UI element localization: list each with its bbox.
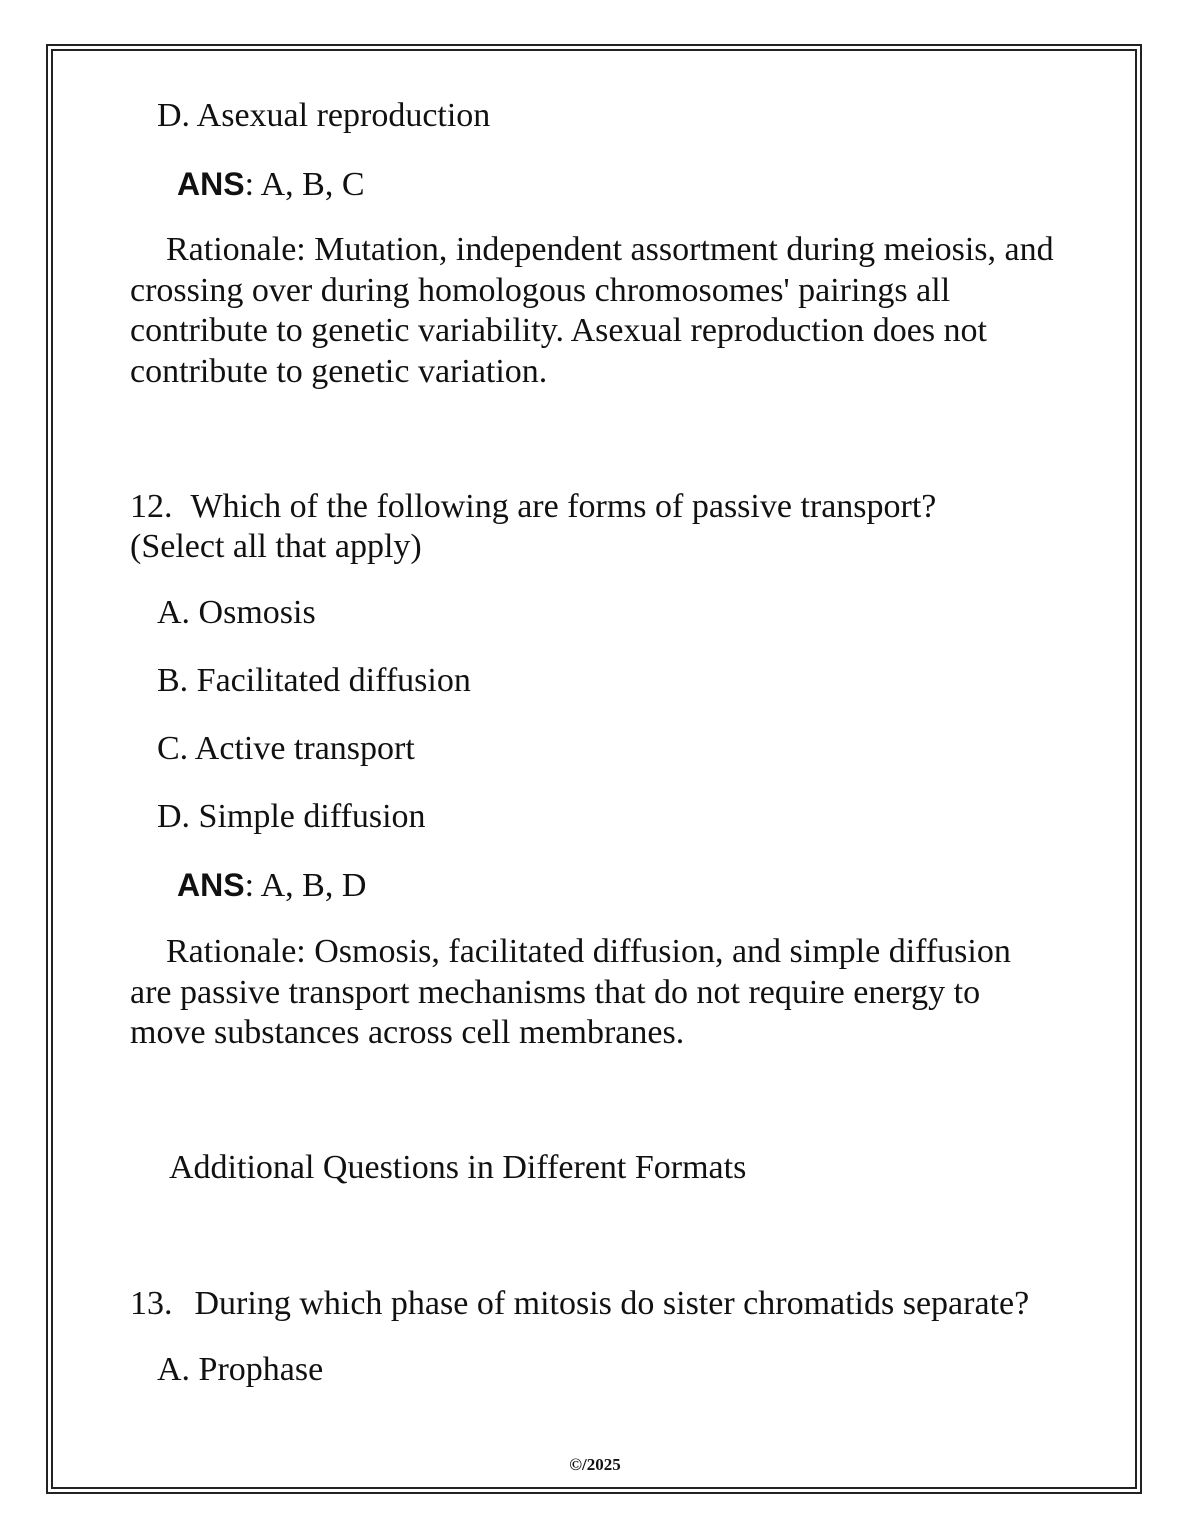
q12-rationale: Rationale: Osmosis, facilitated diffusion, and simple diffusion are passive transport mechanisms that do not require energy to move substances across cell membranes. (130, 933, 1011, 1051)
q12-question-line1 (130, 487, 936, 527)
q12-option-b: B. Facilitated diffusion (157, 662, 471, 699)
q11-answer (177, 164, 365, 205)
q12-number: 12. (130, 488, 173, 525)
q13-option-a: A. Prophase (157, 1351, 324, 1388)
q12-option-c: C. Active transport (157, 730, 415, 767)
page-footer: ©/2025 (569, 1455, 621, 1474)
q11-option-d: D. Asexual reproduction (157, 97, 491, 134)
section-heading: Additional Questions in Different Formats (169, 1149, 747, 1186)
q13-number: 13. (130, 1285, 173, 1322)
q12-answer-label: ANS (177, 867, 245, 903)
q11-answer-value: : A, B, C (244, 166, 365, 203)
q13-question (130, 1284, 1029, 1324)
q12-question-line2: (Select all that apply) (130, 528, 422, 565)
q12-option-d: D. Simple diffusion (157, 798, 426, 835)
q12-question-text: Which of the following are forms of passive transport? (190, 488, 937, 525)
q12-answer (177, 865, 366, 906)
q12-answer-value: : A, B, D (244, 867, 367, 904)
q13-question-text: During which phase of mitosis do sister chromatids separate? (194, 1285, 1030, 1322)
q11-answer-label: ANS (177, 166, 245, 202)
q12-option-a: A. Osmosis (157, 594, 316, 631)
q11-rationale: Rationale: Mutation, independent assortment during meiosis, and crossing over during homologous chromosomes' pairings all contribute to genetic variability. Asexual reproduction does not contribute to genetic variation. (130, 231, 1054, 390)
